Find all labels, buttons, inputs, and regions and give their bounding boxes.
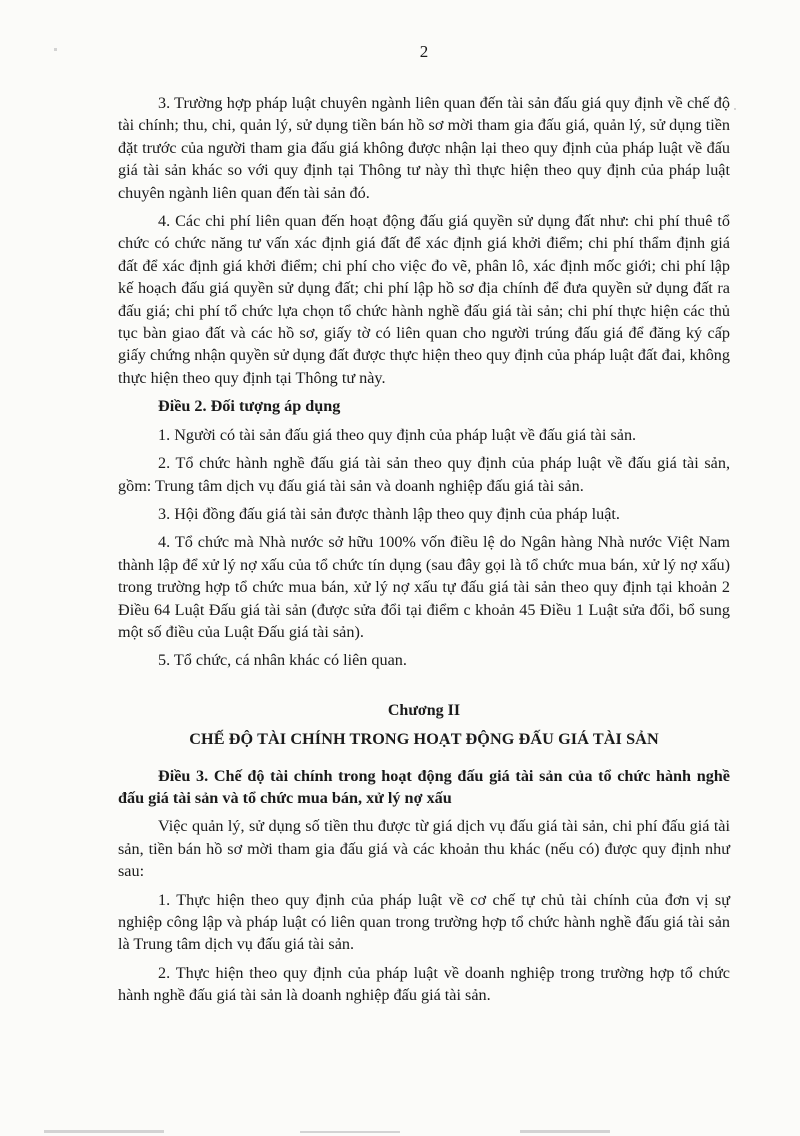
article-2-item-2: 2. Tổ chức hành nghề đấu giá tài sản theo quy định của pháp luật về đấu giá tài sản, gồm: Trung tâm dịch vụ đấu giá tài sản và doanh nghiệp đấu giá tài sản.	[118, 454, 730, 495]
chapter-label: Chương II	[387, 701, 461, 719]
article-2-item-4: 4. Tổ chức mà Nhà nước sở hữu 100% vốn điều lệ do Ngân hàng Nhà nước Việt Nam thành lập để xử lý nợ xấu của tổ chức tín dụng (sau đây gọi là tổ chức mua bán, xử lý nợ xấu) trong trường hợp tổ chức mua bán, xử lý nợ xấu tự đấu giá tài sản theo quy định tại khoản 2 Điều 64 Luật Đấu giá tài sản (được sửa đổi tại điểm c khoản 45 Điều 1 Luật sửa đổi, bổ sung một số điều của Luật Đấu giá tài sản).	[118, 533, 730, 641]
scan-speck	[300, 1131, 400, 1133]
page-number: 2	[419, 42, 429, 61]
article-2-heading: Điều 2. Đối tượng áp dụng	[158, 397, 341, 416]
article-2-item-5: 5. Tổ chức, cá nhân khác có liên quan.	[158, 651, 407, 670]
article-3-item-2: 2. Thực hiện theo quy định của pháp luật về doanh nghiệp trong trường hợp tổ chức hành nghề đấu giá tài sản là doanh nghiệp đấu giá tài sản.	[118, 963, 730, 1005]
scan-speck	[44, 1130, 164, 1133]
scan-speck	[520, 1130, 610, 1133]
article-2-item-3: 3. Hội đồng đấu giá tài sản được thành lập theo quy định của pháp luật.	[158, 504, 620, 523]
scan-speck	[734, 108, 736, 110]
paragraph-clause-3: 3. Trường hợp pháp luật chuyên ngành liên quan đến tài sản đấu giá quy định về chế độ tài chính; thu, chi, quản lý, sử dụng tiền bán hồ sơ mời tham gia đấu giá, quản lý, sử dụng tiền đặt trước của người tham gia đấu giá không được nhận lại theo quy định của pháp luật về đấu giá tài sản khác so với quy định tại Thông tư này thì thực hiện theo quy định của pháp luật chuyên ngành liên quan đến tài sản đó.	[118, 94, 730, 202]
article-3-intro: Việc quản lý, sử dụng số tiền thu được từ giá dịch vụ đấu giá tài sản, chi phí đấu giá tài sản, tiền bán hồ sơ mời tham gia đấu giá và các khoản thu khác (nếu có) được quy định như sau:	[118, 817, 730, 881]
article-3-heading: Điều 3. Chế độ tài chính trong hoạt động đấu giá tài sản của tổ chức hành nghề đấu giá tài sản và tổ chức mua bán, xử lý nợ xấu	[118, 766, 730, 807]
chapter-title: CHẾ ĐỘ TÀI CHÍNH TRONG HOẠT ĐỘNG ĐẤU GIÁ TÀI SẢN	[189, 730, 659, 749]
article-2-item-1: 1. Người có tài sản đấu giá theo quy định của pháp luật về đấu giá tài sản.	[158, 425, 637, 444]
scan-speck	[54, 48, 57, 51]
article-3-item-1: 1. Thực hiện theo quy định của pháp luật về cơ chế tự chủ tài chính của đơn vị sự nghiệp công lập và pháp luật có liên quan trong trường hợp tổ chức hành nghề đấu giá tài sản là Trung tâm dịch vụ đấu giá tài sản.	[118, 890, 730, 954]
document-body	[118, 92, 730, 1013]
paragraph-clause-4: 4. Các chi phí liên quan đến hoạt động đấu giá quyền sử dụng đất như: chi phí thuê tổ chức có chức năng tư vấn xác định giá đất để xác định giá khởi điểm; chi phí thẩm định giá đất để xác định giá khởi điểm; chi phí cho việc đo vẽ, phân lô, xác định mốc giới; chi phí lập kế hoạch đấu giá quyền sử dụng đất; chi phí lập hồ sơ địa chính để đưa quyền sử dụng đất ra đấu giá; chi phí tổ chức lựa chọn tổ chức hành nghề đấu giá tài sản; chi phí thực hiện các thủ tục bàn giao đất và các hồ sơ, giấy tờ có liên quan cho người trúng đấu giá để đăng ký cấp giấy chứng nhận quyền sử dụng đất được thực hiện theo quy định của pháp luật đất đai, không thực hiện theo quy định tại Thông tư này.	[118, 212, 730, 387]
